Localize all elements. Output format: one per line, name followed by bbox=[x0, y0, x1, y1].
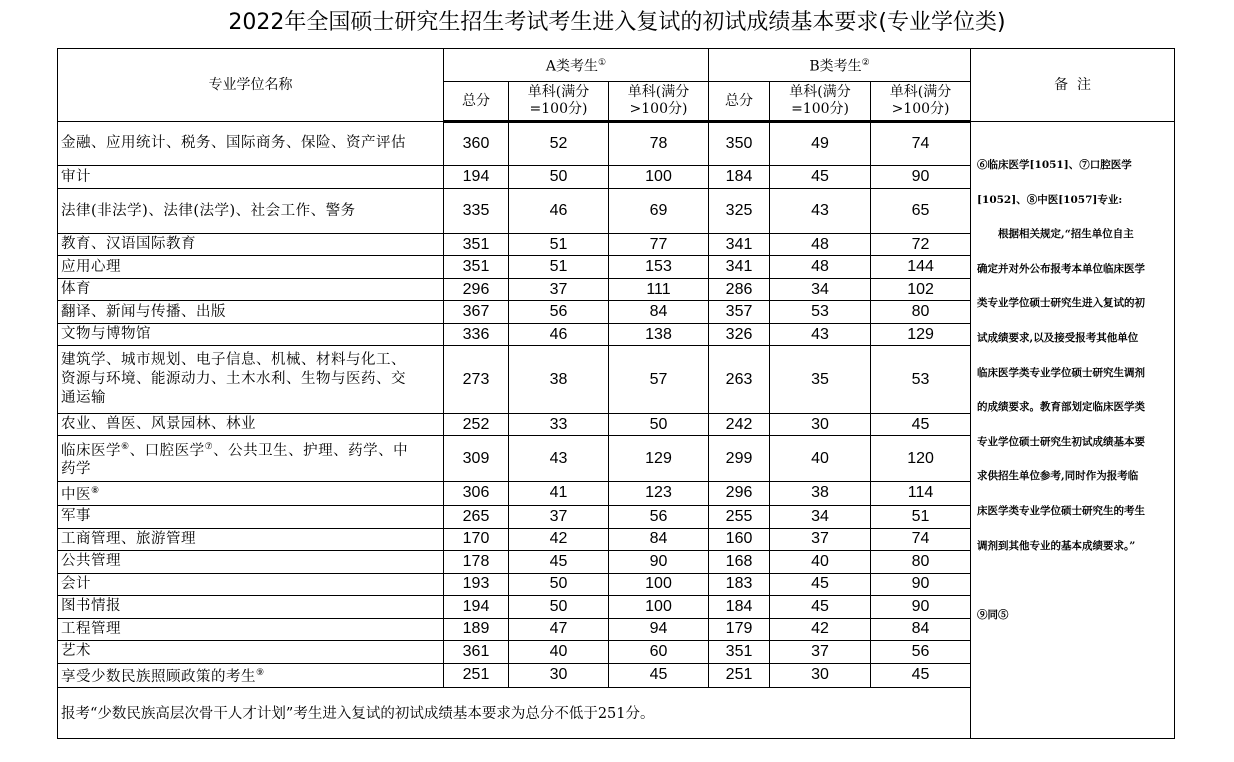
a-single-100: 51 bbox=[509, 256, 609, 279]
b-total: 341 bbox=[709, 256, 770, 279]
row-name-line: 资源与环境、能源动力、土木水利、生物与医药、交 bbox=[61, 371, 406, 387]
b-total: 341 bbox=[709, 234, 770, 256]
a-total: 170 bbox=[444, 528, 509, 550]
b-total: 299 bbox=[709, 436, 770, 482]
a-single-100: 46 bbox=[509, 324, 609, 346]
a-single-100: 33 bbox=[509, 414, 609, 436]
a-single-gt100: 77 bbox=[609, 234, 709, 256]
b-total: 357 bbox=[709, 301, 770, 324]
b-single-gt100: 114 bbox=[871, 482, 971, 506]
row-name-line: 通运输 bbox=[61, 390, 106, 406]
footer-note: 报考“少数民族高层次骨干人才计划”考生进入复试的初试成绩基本要求为总分不低于251分。 bbox=[58, 687, 971, 738]
a-total: 351 bbox=[444, 256, 509, 279]
row-name: 农业、兽医、风景园林、林业 bbox=[58, 414, 444, 436]
b-total: 183 bbox=[709, 573, 770, 595]
b-single-100: 34 bbox=[770, 279, 871, 301]
b-total: 296 bbox=[709, 482, 770, 506]
a-single-100: 46 bbox=[509, 189, 609, 234]
b-single-gt100: 144 bbox=[871, 256, 971, 279]
row-name: 法律(非法学)、法律(法学)、社会工作、警务 bbox=[58, 189, 444, 234]
row-name: 工商管理、旅游管理 bbox=[58, 528, 444, 550]
b-single-100: 40 bbox=[770, 550, 871, 573]
a-single-gt100: 100 bbox=[609, 166, 709, 189]
a-single-100: 47 bbox=[509, 618, 609, 640]
row-name-part: 临床医学 bbox=[61, 442, 121, 459]
row-name: 军事 bbox=[58, 505, 444, 528]
header-b-s100-l1: 单科(满分 bbox=[789, 84, 851, 100]
header-name: 专业学位名称 bbox=[58, 49, 444, 122]
b-single-100: 45 bbox=[770, 166, 871, 189]
b-single-100: 37 bbox=[770, 640, 871, 663]
b-total: 242 bbox=[709, 414, 770, 436]
a-single-gt100: 111 bbox=[609, 279, 709, 301]
b-total: 184 bbox=[709, 595, 770, 618]
row-name: 翻译、新闻与传播、出版 bbox=[58, 301, 444, 324]
note-line: [1052]、⑧中医[1057]专业: bbox=[977, 193, 1123, 206]
a-total: 194 bbox=[444, 166, 509, 189]
b-single-100: 35 bbox=[770, 346, 871, 414]
b-total: 179 bbox=[709, 618, 770, 640]
a-single-100: 30 bbox=[509, 663, 609, 687]
b-single-100: 40 bbox=[770, 436, 871, 482]
header-group-a bbox=[444, 49, 709, 82]
b-single-100: 38 bbox=[770, 482, 871, 506]
a-total: 361 bbox=[444, 640, 509, 663]
a-total: 273 bbox=[444, 346, 509, 414]
footnote-mark: ⑧ bbox=[91, 486, 100, 496]
a-single-gt100: 78 bbox=[609, 122, 709, 166]
b-single-gt100: 53 bbox=[871, 346, 971, 414]
footnote-mark: ⑥ bbox=[121, 441, 130, 452]
b-single-gt100: 74 bbox=[871, 122, 971, 166]
note-line: 确定并对外公布报考本单位临床医学 bbox=[977, 262, 1146, 275]
note-line: 求供招生单位参考,同时作为报考临 bbox=[977, 470, 1139, 483]
a-single-gt100: 94 bbox=[609, 618, 709, 640]
b-single-100: 34 bbox=[770, 505, 871, 528]
a-single-100: 42 bbox=[509, 528, 609, 550]
a-single-gt100: 84 bbox=[609, 301, 709, 324]
a-single-gt100: 56 bbox=[609, 505, 709, 528]
header-a-s100-l1: 单科(满分 bbox=[527, 84, 590, 100]
b-total: 351 bbox=[709, 640, 770, 663]
header-group-b bbox=[709, 49, 971, 82]
header-a-single-gt100 bbox=[609, 82, 709, 122]
a-single-gt100: 138 bbox=[609, 324, 709, 346]
a-single-gt100: 50 bbox=[609, 414, 709, 436]
a-single-gt100: 123 bbox=[609, 482, 709, 506]
b-total: 184 bbox=[709, 166, 770, 189]
b-single-gt100: 45 bbox=[871, 663, 971, 687]
a-single-100: 50 bbox=[509, 595, 609, 618]
b-single-gt100: 84 bbox=[871, 618, 971, 640]
b-single-gt100: 90 bbox=[871, 595, 971, 618]
a-total: 367 bbox=[444, 301, 509, 324]
row-name: 艺术 bbox=[58, 640, 444, 663]
header-row-1 bbox=[58, 49, 1175, 82]
a-total: 309 bbox=[444, 436, 509, 482]
row-name bbox=[58, 346, 444, 414]
b-single-100: 53 bbox=[770, 301, 871, 324]
a-total: 360 bbox=[444, 122, 509, 166]
row-name: 工程管理 bbox=[58, 618, 444, 640]
note-line: ⑥临床医学[1051]、⑦口腔医学 bbox=[977, 159, 1132, 171]
page-title: 2022年全国硕士研究生招生考试考生进入复试的初试成绩基本要求(专业学位类) bbox=[228, 10, 1006, 35]
remarks-note bbox=[971, 122, 1175, 739]
b-single-100: 42 bbox=[770, 618, 871, 640]
header-b-single-100 bbox=[770, 82, 871, 122]
b-single-gt100: 45 bbox=[871, 414, 971, 436]
header-a-total: 总分 bbox=[444, 82, 509, 122]
header-b-sgt-l1: 单科(满分 bbox=[889, 84, 952, 100]
row-name: 文物与博物馆 bbox=[58, 324, 444, 346]
b-total: 263 bbox=[709, 346, 770, 414]
note-line: 专业学位硕士研究生初试成绩基本要 bbox=[977, 435, 1146, 448]
a-single-100: 50 bbox=[509, 573, 609, 595]
header-a-sgt-l1: 单科(满分 bbox=[627, 84, 690, 100]
b-single-gt100: 56 bbox=[871, 640, 971, 663]
a-total: 335 bbox=[444, 189, 509, 234]
row-name bbox=[58, 436, 444, 482]
a-total: 336 bbox=[444, 324, 509, 346]
row-name-part: 、公共卫生、护理、药学、中 bbox=[213, 442, 409, 459]
a-total: 296 bbox=[444, 279, 509, 301]
b-single-gt100: 129 bbox=[871, 324, 971, 346]
a-single-gt100: 69 bbox=[609, 189, 709, 234]
a-total: 251 bbox=[444, 663, 509, 687]
b-single-100: 48 bbox=[770, 256, 871, 279]
b-single-100: 30 bbox=[770, 414, 871, 436]
a-single-100: 43 bbox=[509, 436, 609, 482]
header-a-single-100 bbox=[509, 82, 609, 122]
footnote-mark: ⑦ bbox=[204, 441, 214, 452]
b-single-100: 43 bbox=[770, 189, 871, 234]
row-name-line: 建筑学、城市规划、电子信息、机械、材料与化工、 bbox=[61, 352, 406, 368]
note-line: 临床医学类专业学位硕士研究生调剂 bbox=[977, 366, 1146, 379]
b-total: 350 bbox=[709, 122, 770, 166]
a-total: 306 bbox=[444, 482, 509, 506]
b-total: 255 bbox=[709, 505, 770, 528]
header-a-sgt-l2: >100分) bbox=[629, 101, 688, 117]
header-a-s100-l2: =100分) bbox=[529, 101, 588, 117]
row-name-part: 、口腔医学 bbox=[129, 442, 205, 459]
row-name: 应用心理 bbox=[58, 256, 444, 279]
b-single-100: 48 bbox=[770, 234, 871, 256]
group-b-label: B类考生 bbox=[809, 58, 862, 75]
a-total: 265 bbox=[444, 505, 509, 528]
row-name: 会计 bbox=[58, 573, 444, 595]
a-single-100: 51 bbox=[509, 234, 609, 256]
b-single-gt100: 80 bbox=[871, 550, 971, 573]
a-single-100: 37 bbox=[509, 505, 609, 528]
row-name: 体育 bbox=[58, 279, 444, 301]
b-total: 325 bbox=[709, 189, 770, 234]
a-single-gt100: 57 bbox=[609, 346, 709, 414]
a-single-gt100: 45 bbox=[609, 663, 709, 687]
a-single-gt100: 60 bbox=[609, 640, 709, 663]
header-b-total: 总分 bbox=[709, 82, 770, 122]
header-b-s100-l2: =100分) bbox=[791, 101, 849, 117]
b-single-gt100: 65 bbox=[871, 189, 971, 234]
group-a-label: A类考生 bbox=[545, 58, 599, 75]
b-total: 160 bbox=[709, 528, 770, 550]
row-name: 图书情报 bbox=[58, 595, 444, 618]
row-name-part: 享受少数民族照顾政策的考生 bbox=[61, 668, 256, 685]
b-single-100: 45 bbox=[770, 595, 871, 618]
row-name: 教育、汉语国际教育 bbox=[58, 234, 444, 256]
b-single-gt100: 90 bbox=[871, 166, 971, 189]
b-total: 251 bbox=[709, 663, 770, 687]
header-remarks: 备 注 bbox=[971, 49, 1175, 122]
b-total: 286 bbox=[709, 279, 770, 301]
a-single-100: 50 bbox=[509, 166, 609, 189]
b-single-gt100: 74 bbox=[871, 528, 971, 550]
a-single-100: 37 bbox=[509, 279, 609, 301]
b-single-gt100: 90 bbox=[871, 573, 971, 595]
row-name bbox=[58, 482, 444, 506]
note-line: ⑨同⑤ bbox=[977, 608, 1009, 621]
b-single-gt100: 72 bbox=[871, 234, 971, 256]
score-table bbox=[57, 48, 1175, 739]
b-single-100: 30 bbox=[770, 663, 871, 687]
a-single-gt100: 153 bbox=[609, 256, 709, 279]
row-name bbox=[58, 663, 444, 687]
note-line: 类专业学位硕士研究生进入复试的初 bbox=[977, 297, 1146, 310]
a-single-gt100: 84 bbox=[609, 528, 709, 550]
table-row bbox=[58, 122, 1175, 166]
b-single-100: 43 bbox=[770, 324, 871, 346]
row-name-line bbox=[61, 438, 443, 461]
b-single-100: 37 bbox=[770, 528, 871, 550]
b-single-gt100: 120 bbox=[871, 436, 971, 482]
row-name-line: 药学 bbox=[61, 461, 91, 478]
row-name: 审计 bbox=[58, 166, 444, 189]
a-total: 193 bbox=[444, 573, 509, 595]
row-name-part: 中医 bbox=[61, 486, 91, 503]
note-line: 根据相关规定,“招生单位自主 bbox=[998, 228, 1134, 241]
a-total: 252 bbox=[444, 414, 509, 436]
row-name: 金融、应用统计、税务、国际商务、保险、资产评估 bbox=[58, 122, 444, 166]
b-single-100: 45 bbox=[770, 573, 871, 595]
b-total: 168 bbox=[709, 550, 770, 573]
note-line bbox=[977, 563, 1168, 598]
footnote-mark: ⑨ bbox=[256, 667, 265, 678]
a-single-100: 38 bbox=[509, 346, 609, 414]
b-single-gt100: 51 bbox=[871, 505, 971, 528]
b-single-gt100: 80 bbox=[871, 301, 971, 324]
a-single-gt100: 90 bbox=[609, 550, 709, 573]
a-total: 178 bbox=[444, 550, 509, 573]
note-line: 床医学类专业学位硕士研究生的考生 bbox=[977, 504, 1146, 517]
header-b-single-gt100 bbox=[871, 82, 971, 122]
b-single-gt100: 102 bbox=[871, 279, 971, 301]
a-total: 351 bbox=[444, 234, 509, 256]
a-single-100: 45 bbox=[509, 550, 609, 573]
note-line: 试成绩要求,以及接受报考其他单位 bbox=[977, 331, 1139, 344]
a-total: 194 bbox=[444, 595, 509, 618]
a-total: 189 bbox=[444, 618, 509, 640]
a-single-gt100: 100 bbox=[609, 595, 709, 618]
note-line: 的成绩要求。教育部划定临床医学类 bbox=[977, 401, 1146, 414]
a-single-gt100: 100 bbox=[609, 573, 709, 595]
note-line: 调剂到其他专业的基本成绩要求。” bbox=[977, 539, 1136, 552]
a-single-gt100: 129 bbox=[609, 436, 709, 482]
group-b-mark: ② bbox=[861, 57, 870, 68]
row-name: 公共管理 bbox=[58, 550, 444, 573]
b-total: 326 bbox=[709, 324, 770, 346]
a-single-100: 56 bbox=[509, 301, 609, 324]
a-single-100: 40 bbox=[509, 640, 609, 663]
b-single-100: 49 bbox=[770, 122, 871, 166]
header-b-sgt-l2: >100分) bbox=[891, 101, 950, 117]
a-single-100: 52 bbox=[509, 122, 609, 166]
a-single-100: 41 bbox=[509, 482, 609, 506]
group-a-mark: ① bbox=[598, 57, 607, 68]
